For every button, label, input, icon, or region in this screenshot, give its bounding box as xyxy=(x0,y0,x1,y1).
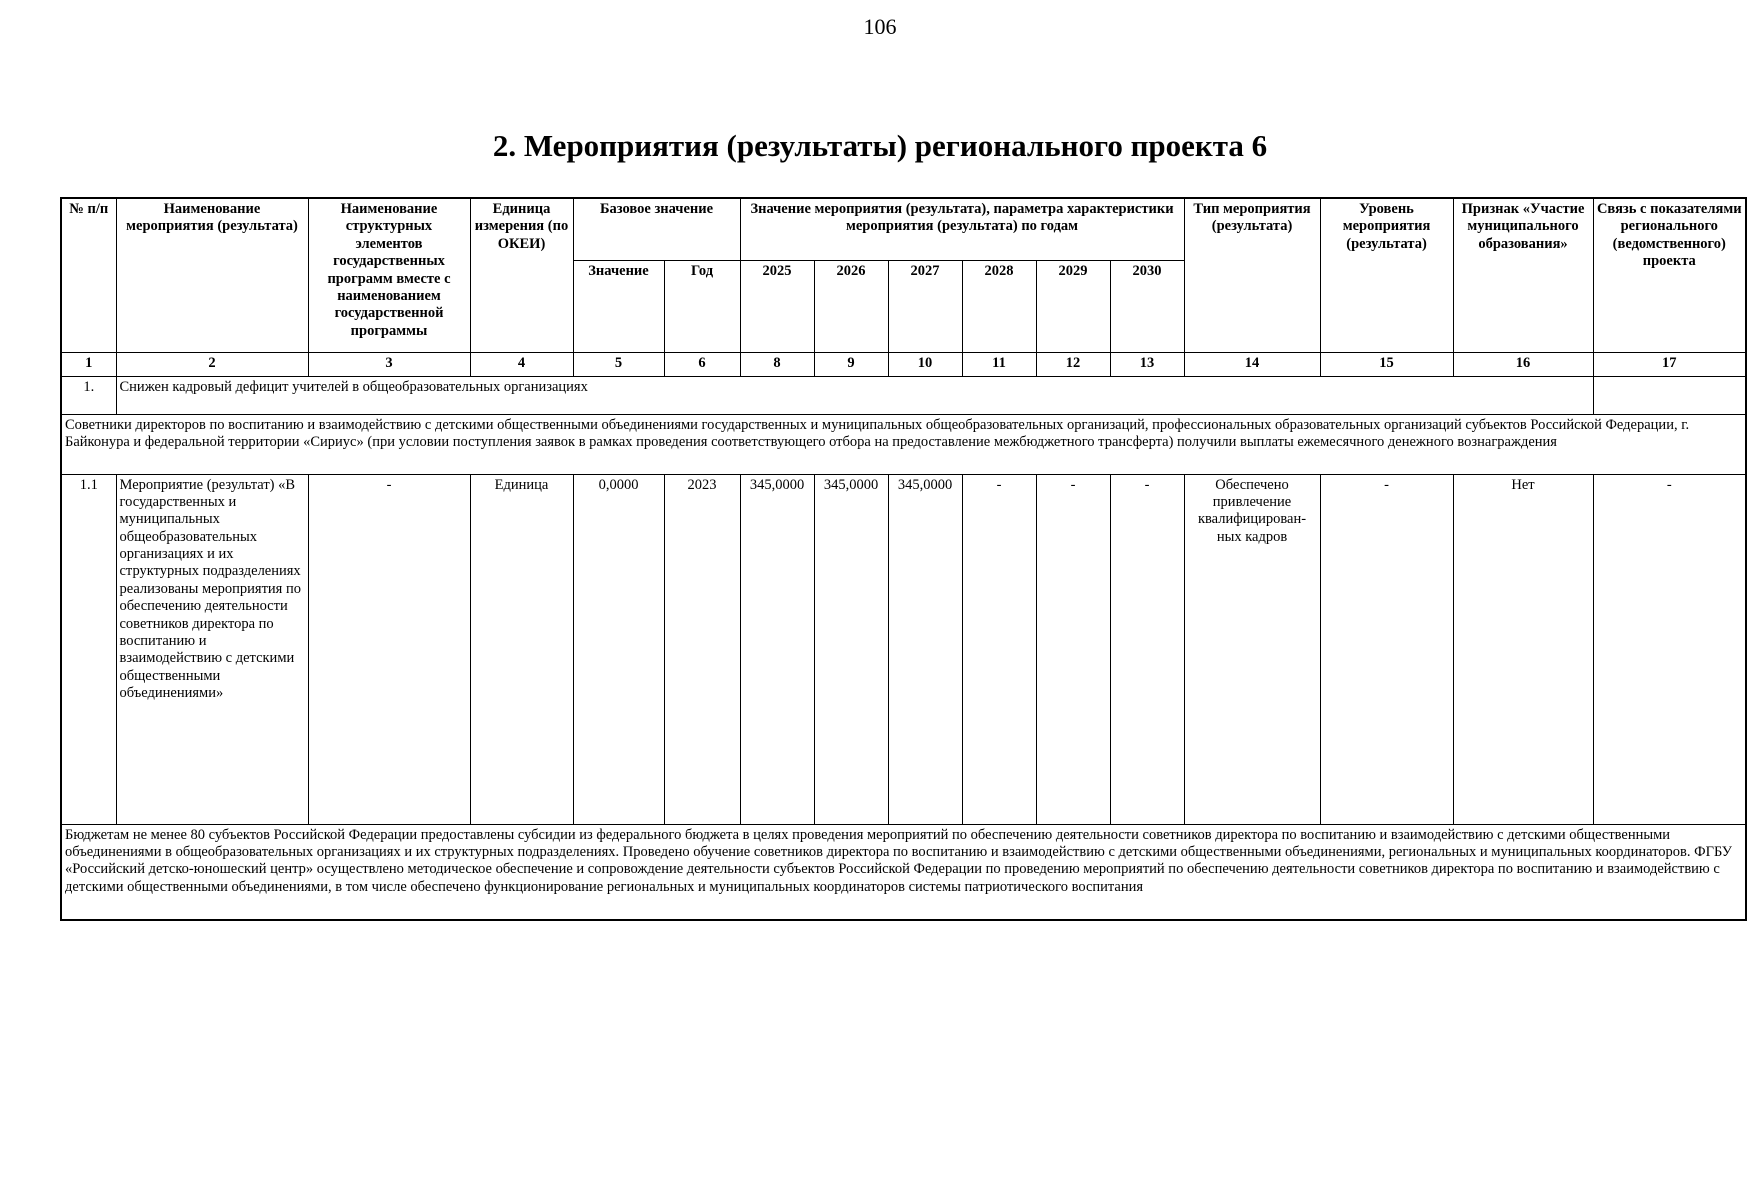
section-number: 1. xyxy=(61,376,116,414)
section-row xyxy=(61,376,1746,414)
row-value-2030: - xyxy=(1110,474,1184,824)
header-link: Связь с показателями регионального (ведомственного) проекта xyxy=(1593,198,1746,352)
header-structural-elements: Наименование структурных элементов государственных программ вместе с наименованием государственной программы xyxy=(308,198,470,352)
column-number: 10 xyxy=(888,352,962,376)
column-number: 4 xyxy=(470,352,573,376)
results-table xyxy=(60,197,1747,921)
row-base-value: 0,0000 xyxy=(573,474,664,824)
page-title: 2. Мероприятия (результаты) регионального проекта 6 xyxy=(492,128,1268,163)
column-number: 6 xyxy=(664,352,740,376)
header-base-value-group: Базовое значение xyxy=(573,198,740,260)
header-event-name: Наименование мероприятия (результата) xyxy=(116,198,308,352)
column-number: 5 xyxy=(573,352,664,376)
column-number: 15 xyxy=(1320,352,1453,376)
column-number: 2 xyxy=(116,352,308,376)
column-number: 17 xyxy=(1593,352,1746,376)
column-number: 3 xyxy=(308,352,470,376)
column-numbers-row xyxy=(61,352,1746,376)
row-unit: Единица xyxy=(470,474,573,824)
row-type: Обеспечено привлечение квалифицирован-ных кадров xyxy=(1184,474,1320,824)
column-number: 12 xyxy=(1036,352,1110,376)
row-link: - xyxy=(1593,474,1746,824)
row-value-2027: 345,0000 xyxy=(888,474,962,824)
header-row-top xyxy=(61,198,1746,260)
result-description: Советники директоров по воспитанию и взаимодействию с детскими общественными объединениями государственных и муниципальных общеобразовательных организаций, профессиональных образовательных организаций субъектов Российской Федерации, г. Байконура и федеральной территории «Сириус» (при условии поступления заявок в рамках проведения соответствующего отбора на предоставление межбюджетного трансферта) получили выплаты ежемесячного денежного вознаграждения xyxy=(61,414,1746,474)
column-number: 14 xyxy=(1184,352,1320,376)
footer-row xyxy=(61,824,1746,920)
header-years-group: Значение мероприятия (результата), параметра характеристики мероприятия (результата) по годам xyxy=(740,198,1184,260)
header-type: Тип мероприятия (результата) xyxy=(1184,198,1320,352)
row-base-year: 2023 xyxy=(664,474,740,824)
table-row xyxy=(61,474,1746,824)
row-event-name: Мероприятие (результат) «В государственных и муниципальных общеобразовательных организациях и их структурных подразделениях реализованы мероприятия по обеспечению деятельности советников директора по воспитанию и взаимодействию с детскими общественными объединениями» xyxy=(116,474,308,824)
page-number: 106 xyxy=(863,14,897,39)
row-value-2028: - xyxy=(962,474,1036,824)
header-unit: Единица измерения (по ОКЕИ) xyxy=(470,198,573,352)
row-level: - xyxy=(1320,474,1453,824)
header-number: № п/п xyxy=(61,198,116,352)
header-year: 2030 xyxy=(1110,260,1184,352)
column-number: 11 xyxy=(962,352,1036,376)
row-value-2029: - xyxy=(1036,474,1110,824)
footer-description: Бюджетам не менее 80 субъектов Российской Федерации предоставлены субсидии из федерального бюджета в целях проведения мероприятий по обеспечению деятельности советников директора по воспитанию и взаимодействию с детскими общественными объединениями в общеобразовательных организациях и их структурных подразделениях. Проведено обучение советников директора по воспитанию и взаимодействию с детскими общественными объединениями, региональных и муниципальных координаторов. ФГБУ «Российский детско-юношеский центр» осуществлено методическое обеспечение и сопровождение деятельности субъектов Российской Федерации по проведению мероприятий по обеспечению деятельности советников директора по воспитанию и взаимодействию с детскими общественными объединениями, в том числе обеспечено функционирование региональных и муниципальных координаторов системы патриотического воспитания xyxy=(61,824,1746,920)
row-municipal: Нет xyxy=(1453,474,1593,824)
column-number: 1 xyxy=(61,352,116,376)
header-year: 2029 xyxy=(1036,260,1110,352)
row-value-2025: 345,0000 xyxy=(740,474,814,824)
column-number: 16 xyxy=(1453,352,1593,376)
header-level: Уровень мероприятия (результата) xyxy=(1320,198,1453,352)
header-municipal: Признак «Участие муниципального образования» xyxy=(1453,198,1593,352)
description-row xyxy=(61,414,1746,474)
column-number: 8 xyxy=(740,352,814,376)
header-year: 2028 xyxy=(962,260,1036,352)
column-number: 9 xyxy=(814,352,888,376)
header-year: 2025 xyxy=(740,260,814,352)
header-year: 2026 xyxy=(814,260,888,352)
column-number: 13 xyxy=(1110,352,1184,376)
header-base-year: Год xyxy=(664,260,740,352)
row-structural-elements: - xyxy=(308,474,470,824)
row-number: 1.1 xyxy=(61,474,116,824)
header-year: 2027 xyxy=(888,260,962,352)
row-value-2026: 345,0000 xyxy=(814,474,888,824)
section-title: Снижен кадровый дефицит учителей в общеобразовательных организациях xyxy=(116,376,1593,414)
header-base-value: Значение xyxy=(573,260,664,352)
section-empty-cell xyxy=(1593,376,1746,414)
